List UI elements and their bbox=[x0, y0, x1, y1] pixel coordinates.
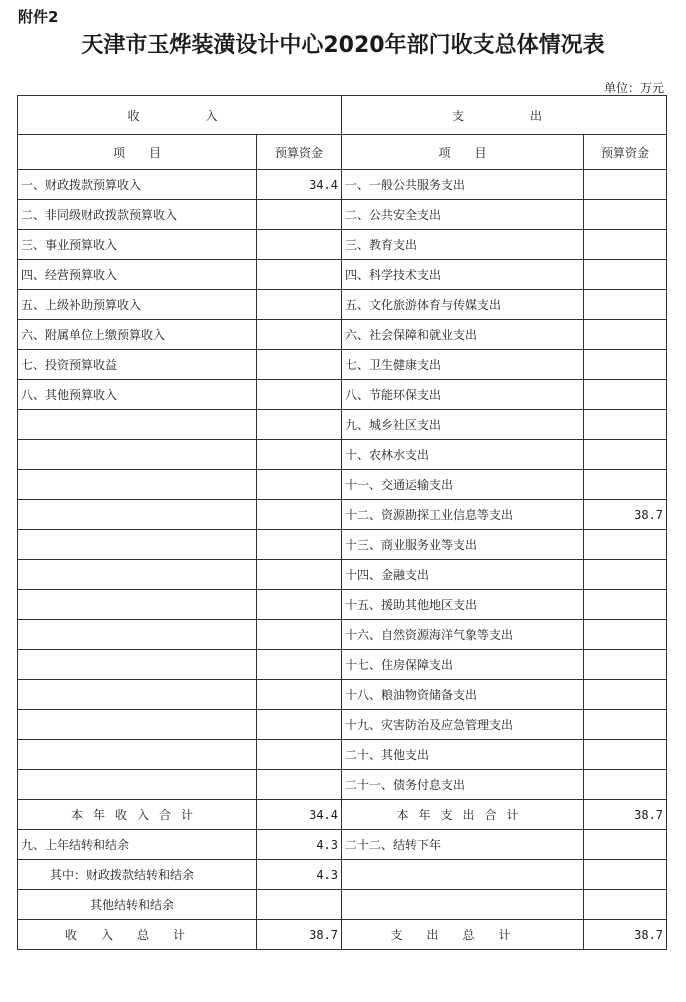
empty-cell bbox=[257, 650, 342, 680]
table-row bbox=[18, 380, 667, 410]
empty-cell bbox=[18, 560, 257, 590]
expense-subtotal-label: 本年支出合计 bbox=[342, 800, 584, 830]
empty-cell bbox=[18, 620, 257, 650]
expense-item-label: 三、教育支出 bbox=[342, 230, 584, 260]
carryover-value: 4.3 bbox=[257, 830, 342, 860]
income-total-value: 38.7 bbox=[257, 920, 342, 950]
table-summary bbox=[18, 800, 667, 950]
income-item-label: 二、非同级财政拨款预算收入 bbox=[18, 200, 257, 230]
expense-item-label: 五、文化旅游体育与传媒支出 bbox=[342, 290, 584, 320]
income-item-value bbox=[257, 380, 342, 410]
income-item-value bbox=[257, 320, 342, 350]
fiscal-carryover-label: 其中：财政拨款结转和结余 bbox=[18, 860, 257, 890]
table-row bbox=[18, 410, 667, 440]
income-header: 收 入 bbox=[18, 96, 342, 135]
subtotal-row bbox=[18, 800, 667, 830]
expense-item-label: 十四、金融支出 bbox=[342, 560, 584, 590]
empty-cell bbox=[18, 710, 257, 740]
carry-forward-label: 二十二、结转下年 bbox=[342, 830, 584, 860]
empty-cell bbox=[257, 590, 342, 620]
expense-item-value bbox=[584, 470, 667, 500]
expense-item-label: 二十、其他支出 bbox=[342, 740, 584, 770]
empty-cell bbox=[18, 650, 257, 680]
table-row bbox=[18, 440, 667, 470]
empty-cell bbox=[18, 740, 257, 770]
table-row bbox=[18, 530, 667, 560]
empty-cell bbox=[18, 410, 257, 440]
carryover-label: 九、上年结转和结余 bbox=[18, 830, 257, 860]
empty-cell bbox=[257, 410, 342, 440]
expense-header: 支 出 bbox=[342, 96, 667, 135]
table-row bbox=[18, 290, 667, 320]
empty-cell bbox=[257, 530, 342, 560]
expense-item-value bbox=[584, 380, 667, 410]
total-row bbox=[18, 920, 667, 950]
empty-cell bbox=[584, 860, 667, 890]
expense-item-label: 十三、商业服务业等支出 bbox=[342, 530, 584, 560]
income-subtotal-label: 本年收入合计 bbox=[18, 800, 257, 830]
income-subtotal-value: 34.4 bbox=[257, 800, 342, 830]
expense-item-label: 四、科学技术支出 bbox=[342, 260, 584, 290]
empty-cell bbox=[257, 500, 342, 530]
income-item-value bbox=[257, 200, 342, 230]
empty-cell bbox=[18, 530, 257, 560]
expense-item-value bbox=[584, 230, 667, 260]
table-row bbox=[18, 770, 667, 800]
table-row bbox=[18, 590, 667, 620]
income-item-label: 八、其他预算收入 bbox=[18, 380, 257, 410]
expense-item-label: 二、公共安全支出 bbox=[342, 200, 584, 230]
unit-label: 单位：万元 bbox=[603, 81, 664, 95]
expense-item-value bbox=[584, 200, 667, 230]
income-item-value bbox=[257, 230, 342, 260]
table-row bbox=[18, 740, 667, 770]
table-row bbox=[18, 500, 667, 530]
expense-item-value bbox=[584, 170, 667, 200]
column-header-row bbox=[18, 135, 667, 170]
expense-item-value bbox=[584, 530, 667, 560]
other-carryover-label: 其他结转和结余 bbox=[18, 890, 257, 920]
table-row bbox=[18, 680, 667, 710]
table-row bbox=[18, 560, 667, 590]
expense-item-value bbox=[584, 440, 667, 470]
empty-cell bbox=[18, 680, 257, 710]
expense-total-value: 38.7 bbox=[584, 920, 667, 950]
page-title: 天津市玉烨装潢设计中心2020年部门收支总体情况表 bbox=[81, 33, 605, 58]
income-item-label: 五、上级补助预算收入 bbox=[18, 290, 257, 320]
income-item-value bbox=[257, 290, 342, 320]
fiscal-carryover-row bbox=[18, 860, 667, 890]
expense-item-value bbox=[584, 710, 667, 740]
income-item-label: 六、附属单位上缴预算收入 bbox=[18, 320, 257, 350]
expense-item-header: 项 目 bbox=[342, 135, 584, 170]
income-item-value bbox=[257, 350, 342, 380]
empty-cell bbox=[18, 590, 257, 620]
table-row bbox=[18, 650, 667, 680]
income-item-header: 项 目 bbox=[18, 135, 257, 170]
expense-budget-header: 预算资金 bbox=[584, 135, 667, 170]
table-row bbox=[18, 470, 667, 500]
expense-subtotal-value: 38.7 bbox=[584, 800, 667, 830]
empty-cell bbox=[342, 890, 584, 920]
empty-cell bbox=[18, 440, 257, 470]
carry-forward-value bbox=[584, 830, 667, 860]
expense-item-value bbox=[584, 620, 667, 650]
expense-item-label: 十、农林水支出 bbox=[342, 440, 584, 470]
table-row bbox=[18, 170, 667, 200]
income-item-label: 三、事业预算收入 bbox=[18, 230, 257, 260]
income-total-label: 收入总计 bbox=[18, 920, 257, 950]
expense-item-label: 七、卫生健康支出 bbox=[342, 350, 584, 380]
table-row bbox=[18, 230, 667, 260]
income-item-label: 一、财政拨款预算收入 bbox=[18, 170, 257, 200]
expense-item-label: 六、社会保障和就业支出 bbox=[342, 320, 584, 350]
table-row bbox=[18, 350, 667, 380]
expense-item-value bbox=[584, 320, 667, 350]
table-row bbox=[18, 260, 667, 290]
expense-item-value bbox=[584, 650, 667, 680]
income-item-label: 四、经营预算收入 bbox=[18, 260, 257, 290]
empty-cell bbox=[257, 740, 342, 770]
expense-item-label: 十六、自然资源海洋气象等支出 bbox=[342, 620, 584, 650]
expense-item-label: 十七、住房保障支出 bbox=[342, 650, 584, 680]
expense-item-value bbox=[584, 680, 667, 710]
attachment-label: 附件2 bbox=[18, 8, 59, 26]
expense-item-label: 十一、交通运输支出 bbox=[342, 470, 584, 500]
other-carryover-value bbox=[257, 890, 342, 920]
table-row bbox=[18, 320, 667, 350]
empty-cell bbox=[342, 860, 584, 890]
expense-item-value bbox=[584, 560, 667, 590]
empty-cell bbox=[257, 770, 342, 800]
expense-item-value bbox=[584, 350, 667, 380]
expense-item-value: 38.7 bbox=[584, 500, 667, 530]
income-item-value bbox=[257, 260, 342, 290]
empty-cell bbox=[257, 440, 342, 470]
table-row bbox=[18, 200, 667, 230]
income-budget-header: 预算资金 bbox=[257, 135, 342, 170]
empty-cell bbox=[257, 620, 342, 650]
fiscal-carryover-value: 4.3 bbox=[257, 860, 342, 890]
income-item-label: 七、投资预算收益 bbox=[18, 350, 257, 380]
empty-cell bbox=[584, 890, 667, 920]
expense-item-value bbox=[584, 260, 667, 290]
expense-item-value bbox=[584, 590, 667, 620]
expense-item-value bbox=[584, 770, 667, 800]
empty-cell bbox=[257, 680, 342, 710]
empty-cell bbox=[257, 560, 342, 590]
empty-cell bbox=[257, 710, 342, 740]
expense-total-label: 支出总计 bbox=[342, 920, 584, 950]
expense-item-label: 十八、粮油物资储备支出 bbox=[342, 680, 584, 710]
budget-table bbox=[17, 95, 667, 950]
empty-cell bbox=[18, 470, 257, 500]
carryover-row bbox=[18, 830, 667, 860]
expense-item-label: 一、一般公共服务支出 bbox=[342, 170, 584, 200]
expense-item-value bbox=[584, 290, 667, 320]
empty-cell bbox=[18, 500, 257, 530]
empty-cell bbox=[257, 470, 342, 500]
expense-item-label: 九、城乡社区支出 bbox=[342, 410, 584, 440]
expense-item-label: 八、节能环保支出 bbox=[342, 380, 584, 410]
table-row bbox=[18, 620, 667, 650]
table-row bbox=[18, 710, 667, 740]
expense-item-value bbox=[584, 410, 667, 440]
income-item-value: 34.4 bbox=[257, 170, 342, 200]
expense-item-label: 十二、资源勘探工业信息等支出 bbox=[342, 500, 584, 530]
expense-item-value bbox=[584, 740, 667, 770]
empty-cell bbox=[18, 770, 257, 800]
expense-item-label: 二十一、债务付息支出 bbox=[342, 770, 584, 800]
expense-item-label: 十九、灾害防治及应急管理支出 bbox=[342, 710, 584, 740]
other-carryover-row bbox=[18, 890, 667, 920]
table-body bbox=[18, 96, 667, 800]
section-header-row bbox=[18, 96, 667, 135]
expense-item-label: 十五、援助其他地区支出 bbox=[342, 590, 584, 620]
